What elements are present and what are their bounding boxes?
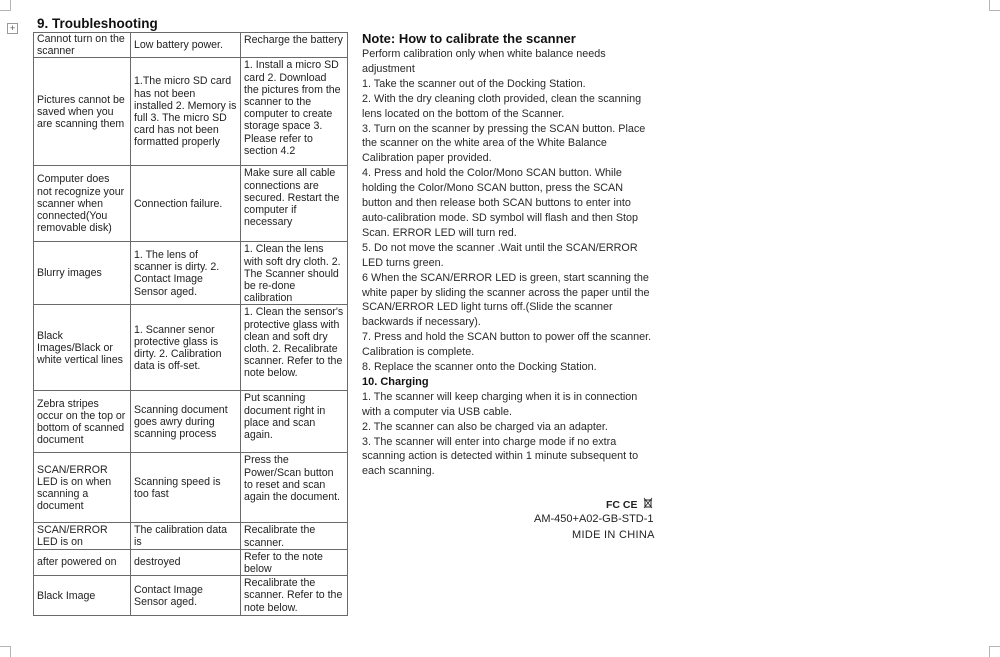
cause-cell: Contact Image Sensor aged. [131,576,241,616]
table-row [34,523,348,549]
solution-cell: 1. Install a micro SD card 2. Download the pictures from the scanner to the computer to create storage space 3. Please refer to section 4.2 [241,58,348,166]
table-row [34,576,348,616]
cause-cell: 1. Scanner senor protective glass is dirty. 2. Calibration data is off-set. [131,305,241,391]
text-line: 7. Press and hold the SCAN button to power off the scanner. [362,331,652,344]
problem-cell: SCAN/ERROR LED is on [34,523,131,549]
solution-cell: Put scanning document right in place and scan again. [241,391,348,453]
text-line: Perform calibration only when white balance needs [362,48,606,60]
table-row [34,305,348,391]
charging-body [362,390,667,479]
model-code: AM-450+A02-GB-STD-1 [534,513,654,525]
table-row [34,391,348,453]
crop-mark [0,646,11,657]
text-line: LED turns green. [362,256,444,269]
text-line: 1. The scanner will keep charging when it is in connection [362,390,638,403]
text-line: SCAN/ERROR LED light turns off.(Slide the scanner [362,301,613,314]
text-line: 2. The scanner can also be charged via an adapter. [362,420,608,433]
table-row [34,549,348,575]
table-row [34,58,348,166]
text-line: 6 When the SCAN/ERROR LED is green, start scanning the [362,271,649,284]
text-line: white paper by sliding the scanner across the paper until the [362,286,650,299]
text-line: with a computer via USB cable. [362,405,513,418]
problem-cell: Black Image [34,576,131,616]
cause-cell: destroyed [131,549,241,575]
crop-mark [989,646,1000,657]
table-row [34,33,348,58]
section-title: 9. Troubleshooting [37,16,158,31]
table-row [34,453,348,523]
solution-cell: Recalibrate the scanner. [241,523,348,549]
cause-cell: 1. The lens of scanner is dirty. 2. Contact Image Sensor aged. [131,242,241,305]
note-title: Note: How to calibrate the scanner [362,31,576,46]
text-line: Calibration paper provided. [362,152,492,165]
text-line: 3. Turn on the scanner by pressing the SCAN button. Place [362,122,646,135]
text-line: 5. Do not move the scanner .Wait until the SCAN/ERROR [362,241,638,254]
text-line: scanning action is detected within 1 minute subsequent to [362,450,639,463]
made-in-label: MIDE IN CHINA [572,529,655,541]
crop-mark [0,0,11,11]
solution-cell: 1. Clean the lens with soft dry cloth. 2. The Scanner should be re-done calibration [241,242,348,305]
solution-cell: Recalibrate the scanner. Refer to the note below. [241,576,348,616]
text-line: 1. Take the scanner out of the Docking Station. [362,77,586,90]
certification-marks [606,497,653,511]
cause-cell: Scanning speed is too fast [131,453,241,523]
solution-cell: Refer to the note below [241,549,348,575]
fc-ce-marks: FC CE [606,499,638,511]
text-line: button and then release both SCAN buttons to enter into [362,197,631,210]
text-line: 2. With the dry cleaning cloth provided, clean the scanning [362,92,642,105]
solution-cell: Press the Power/Scan button to reset and scan again the document. [241,453,348,523]
weee-bin-icon [643,497,653,509]
text-line: the scanner on the white area of the White Balance [362,137,607,150]
solution-cell: Recharge the battery [241,33,348,58]
problem-cell: Pictures cannot be saved when you are scanning them [34,58,131,166]
problem-cell: Zebra stripes occur on the top or bottom of scanned document [34,391,131,453]
problem-cell: Computer does not recognize your scanner when connected(You removable disk) [34,166,131,242]
problem-cell: Black Images/Black or white vertical lines [34,305,131,391]
solution-cell: Make sure all cable connections are secured. Restart the computer if necessary [241,166,348,242]
cause-cell: Low battery power. [131,33,241,58]
text-line: Calibration is complete. [362,346,475,359]
text-line: adjustment [362,62,415,75]
text-line: holding the Color/Mono SCAN button, press the SCAN [362,182,624,195]
cause-cell: Scanning document goes awry during scanning process [131,391,241,453]
cause-cell: Connection failure. [131,166,241,242]
table-move-handle-icon[interactable]: + [7,23,18,34]
problem-cell: after powered on [34,549,131,575]
crop-mark [989,0,1000,11]
note-body [362,47,667,375]
cause-cell: 1.The micro SD card has not been installed 2. Memory is full 3. The micro SD card has not been formatted properly [131,58,241,166]
text-line: auto-calibration mode. SD symbol will flash and then Stop [362,211,639,224]
text-line: each scanning. [362,465,435,478]
text-line: 4. Press and hold the Color/Mono SCAN button. While [362,167,622,180]
text-line: lens located on the bottom of the Scanner. [362,107,565,120]
problem-cell: Blurry images [34,242,131,305]
text-line: 8. Replace the scanner onto the Docking Station. [362,361,597,374]
text-line: backwards if necessary). [362,316,481,329]
right-column [362,31,667,479]
charging-title: 10. Charging [362,375,429,388]
troubleshooting-table [33,32,348,616]
text-line: Scan. ERROR LED will turn red. [362,226,517,239]
problem-cell: SCAN/ERROR LED is on when scanning a document [34,453,131,523]
table-row [34,242,348,305]
problem-cell: Cannot turn on the scanner [34,33,131,58]
cause-cell: The calibration data is [131,523,241,549]
table-row [34,166,348,242]
text-line: 3. The scanner will enter into charge mode if no extra [362,435,617,448]
solution-cell: 1. Clean the sensor's protective glass with clean and soft dry cloth. 2. Recalibrate scanner. Refer to the note below. [241,305,348,391]
